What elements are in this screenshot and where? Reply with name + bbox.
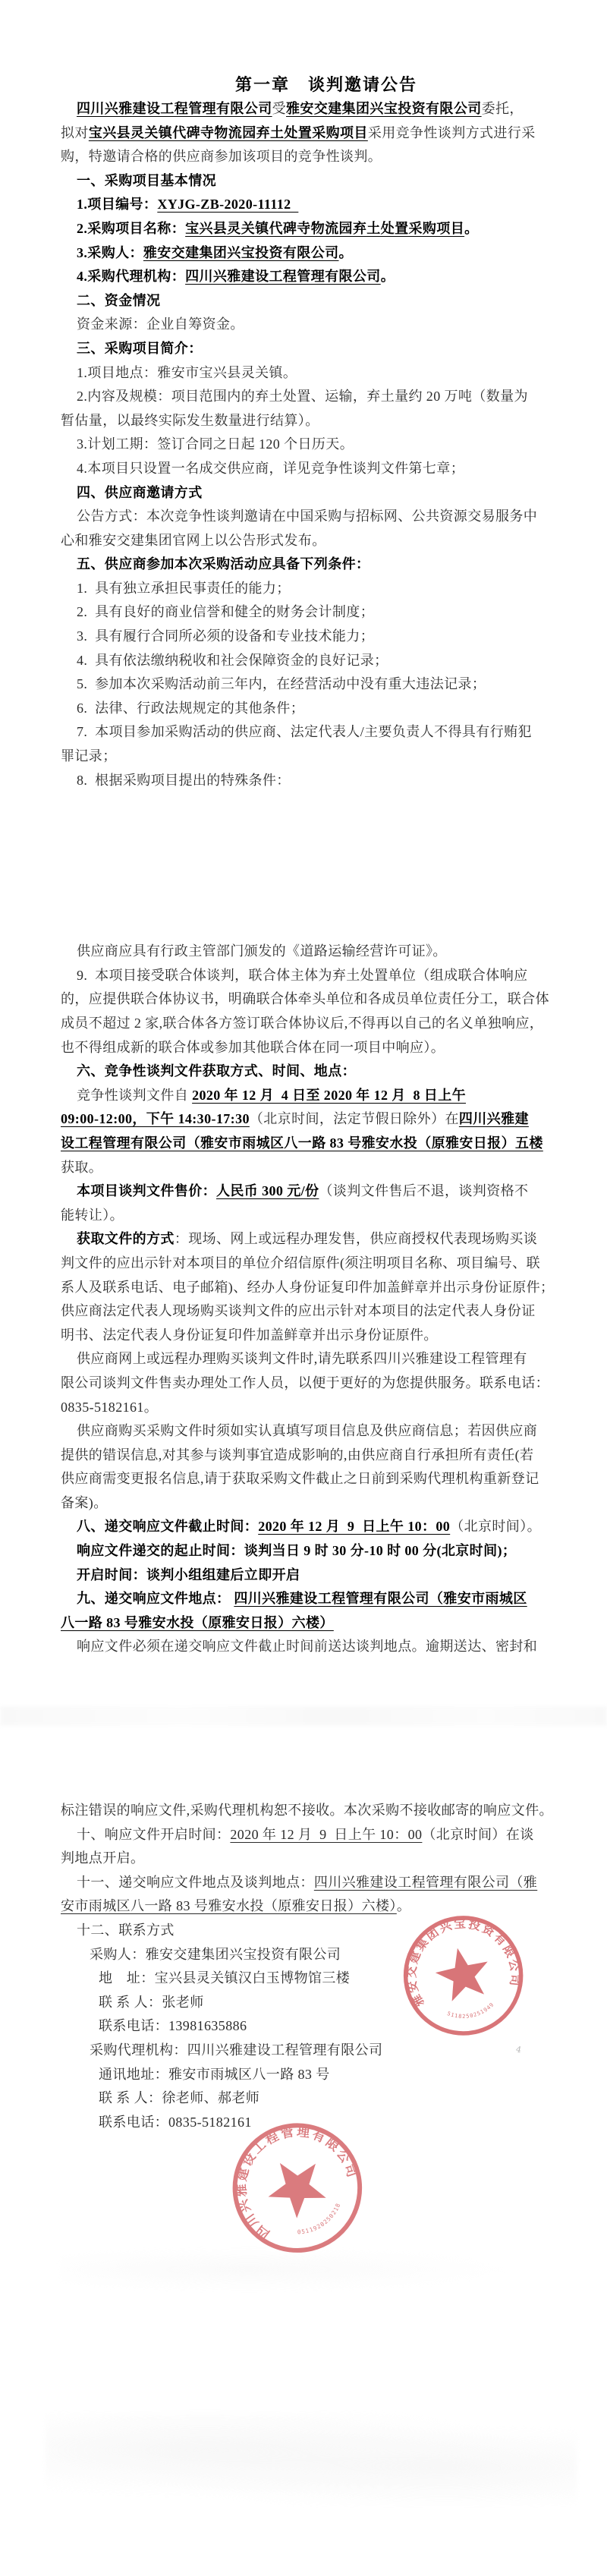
- text-line: [61, 964, 592, 988]
- text-line: [61, 1132, 592, 1156]
- text-segment: 受: [272, 101, 287, 116]
- text-line: [61, 1611, 592, 1636]
- text-line: [61, 1635, 592, 1659]
- text-segment: 宝兴县灵关镇代碑寺物流园弃土处置采购项目: [88, 124, 368, 140]
- text-line: [61, 2063, 592, 2087]
- text-line: [61, 313, 592, 337]
- text-segment: 3.计划工期：签订合同之日起 120 个日历天。: [77, 436, 354, 452]
- text-segment: 设工程管理有限公司（雅安市雨城区八一路 83 号雅安水投（原雅安日报）五楼: [61, 1135, 543, 1151]
- text-line: [61, 409, 592, 433]
- text-segment: 也不得组成新的联合体或参加其他联合体在同一项目中响应）。: [61, 1039, 445, 1055]
- text-line: [61, 1204, 592, 1228]
- text-segment: 3.采购人：: [77, 244, 143, 260]
- text-line: [61, 672, 592, 697]
- text-segment: 四川兴雅建: [458, 1111, 529, 1127]
- text-line: [61, 1587, 592, 1611]
- text-segment: 采购代理机构：四川兴雅建设工程管理有限公司: [90, 2042, 383, 2058]
- text-segment: 采用竞争性谈判方式进行采: [367, 124, 536, 140]
- text-segment: 三、采购项目简介：: [77, 340, 203, 356]
- text-segment: 1. 具有独立承担民事责任的能力；: [77, 580, 291, 596]
- text-line: [61, 1396, 592, 1420]
- text-line: [61, 2039, 592, 2063]
- text-line: [61, 1299, 592, 1324]
- text-line: [61, 361, 592, 386]
- text-line: [61, 1467, 592, 1491]
- text-segment: 雅安交建集团兴宝投资有限公司: [143, 244, 339, 260]
- text-segment: 采购人：雅安交建集团兴宝投资有限公司: [90, 1946, 341, 1962]
- text-segment: 。: [338, 244, 353, 260]
- text-segment: 联系电话：13981635886: [99, 2018, 247, 2034]
- text-segment: 响应文件递交的起止时间：谈判当日 9 时 30 分-10 时 00 分(北京时间)；: [77, 1543, 517, 1559]
- text-segment: 0835-5182161。: [61, 1399, 159, 1415]
- text-segment: 二、资金情况: [77, 292, 161, 308]
- text-line: [61, 337, 592, 361]
- text-line: [61, 1227, 592, 1252]
- text-line: [61, 720, 592, 745]
- text-line: [61, 1847, 592, 1871]
- text-segment: 宝兴县灵关镇代碑寺物流园弃土处置采购项目: [185, 220, 465, 236]
- text-segment: 系人及联系电话、电子邮箱)、经办人身份证复印件加盖鲜章并出示身份证原件；: [61, 1279, 555, 1295]
- text-segment: 六、竞争性谈判文件获取方式、时间、地点：: [77, 1063, 356, 1079]
- text-segment: 供应商购买采购文件时须如实认真填写项目信息及供应商信息；若因供应商: [77, 1423, 538, 1439]
- text-segment: 4.采购代理机构：: [77, 269, 186, 285]
- text-line: [61, 697, 592, 721]
- text-line: [61, 241, 592, 266]
- text-line: [61, 1419, 592, 1444]
- text-line: [61, 193, 592, 217]
- text-segment: 五、供应商参加本次采购活动应具备下列条件：: [77, 556, 370, 572]
- text-line: [61, 1371, 592, 1396]
- text-line: [61, 600, 592, 625]
- text-line: [61, 433, 592, 457]
- text-segment: 2020 年 12 月 4 日至 2020 年 12 月 8 日上午: [192, 1087, 467, 1103]
- text-line: [61, 1107, 592, 1132]
- text-segment: 明书、法定代表人身份证复印件加盖鲜章并出示身份证原件。: [61, 1327, 438, 1343]
- text-segment: 供应商法定代表人现场购买谈判文件的应出示针对本项目的法定代表人身份证: [61, 1303, 536, 1319]
- text-line: [61, 1515, 592, 1539]
- text-segment: 四川兴雅建设工程管理有限公司（雅: [313, 1874, 538, 1890]
- text-segment: 地 址：宝兴县灵关镇汉白玉博物馆三楼: [99, 1970, 351, 1986]
- purchaser-seal: [386, 1897, 539, 2050]
- text-segment: 能转让）。: [61, 1207, 124, 1223]
- text-segment: 四川兴雅建设工程管理有限公司（雅安市雨城区: [234, 1591, 527, 1607]
- text-segment: 资金来源：企业自筹资金。: [77, 316, 244, 332]
- scan-artifact-mark: 4: [514, 2044, 523, 2055]
- text-segment: 本项目谈判文件售价：: [77, 1183, 216, 1199]
- text-segment: （北京时间）在谈: [422, 1826, 534, 1842]
- text-segment: 限公司谈判文件售卖办理处工作人员，以便于更好的为您提供服务。联系电话：: [61, 1375, 549, 1390]
- text-segment: 4.本项目只设置一名成交供应商，详见竞争性谈判文件第七章；: [77, 460, 465, 476]
- text-segment: 获取文件的方式: [77, 1231, 175, 1247]
- text-line: [61, 481, 592, 505]
- seal-digits-text: 5118250251949: [446, 2001, 495, 2020]
- text-line: [61, 1036, 592, 1060]
- text-line: [61, 1252, 592, 1276]
- text-line: [61, 385, 592, 409]
- text-segment: 十二、联系方式: [77, 1923, 175, 1938]
- seal-company-text: 四川兴雅建设工程管理有限公司: [234, 2124, 360, 2242]
- text-segment: 拟对: [61, 124, 89, 140]
- text-segment: 开启时间：谈判小组组建后立即开启: [77, 1567, 300, 1582]
- text-segment: 十一、递交响应文件地点及谈判地点：: [77, 1874, 314, 1890]
- text-line: [61, 649, 592, 673]
- text-line: [61, 1491, 592, 1516]
- text-segment: （北京时间）。: [450, 1519, 542, 1535]
- text-segment: 四、供应商邀请方式: [77, 484, 203, 500]
- text-line: [61, 1539, 592, 1564]
- text-segment: 九、递交响应文件地点：: [77, 1591, 234, 1607]
- text-segment: 5. 参加本次采购活动前三年内，在经营活动中没有重大违法记录；: [77, 676, 486, 692]
- text-line: [61, 529, 592, 553]
- text-segment: 备案)。: [61, 1494, 108, 1510]
- text-line: [61, 1276, 592, 1300]
- text-segment: 八、递交响应文件截止时间：: [77, 1519, 259, 1535]
- text-segment: 联系电话：0835-5182161: [99, 2114, 252, 2130]
- text-line: [61, 577, 592, 601]
- text-line: [61, 1871, 592, 1895]
- text-line: [61, 987, 592, 1012]
- text-segment: 竞争性谈判文件自: [77, 1087, 193, 1103]
- text-line: [61, 1324, 592, 1348]
- text-segment: 7. 本项目参加采购活动的供应商、法定代表人/主要负责人不得具有行贿犯: [77, 724, 532, 740]
- text-line: [61, 1799, 592, 1823]
- text-segment: 获取。: [61, 1159, 103, 1175]
- text-line: [61, 625, 592, 649]
- text-segment: 2020 年 12 月 9 日上午 10：00: [230, 1826, 423, 1842]
- text-segment: 。: [380, 269, 395, 285]
- text-segment: 6. 法律、行政法规规定的其他条件；: [77, 700, 305, 716]
- text-segment: 供应商应具有行政主管部门颁发的《道路运输经营许可证》。: [77, 943, 447, 959]
- text-segment: 4. 具有依法缴纳税收和社会保障资金的良好记录；: [77, 652, 388, 668]
- text-line: [61, 457, 592, 481]
- text-segment: 心和雅安交建集团官网上以公告形式发布。: [61, 532, 326, 548]
- text-line: [61, 145, 592, 169]
- text-line: [61, 1012, 592, 1036]
- document-body: [61, 0, 592, 2134]
- text-segment: 。: [396, 1898, 411, 1914]
- text-segment: （北京时间，法定节假日除外）在: [249, 1111, 459, 1127]
- chapter-title: 第一章 谈判邀请公告: [234, 75, 417, 94]
- text-line: [61, 1156, 592, 1180]
- text-segment: 四川兴雅建设工程管理有限公司: [185, 269, 381, 285]
- seal-company-text: 雅安交建集团兴宝投资有限公司: [405, 1917, 521, 2009]
- text-line: [61, 121, 592, 146]
- text-line: [61, 769, 592, 793]
- text-segment: 9. 本项目接受联合体谈判，联合体主体为弃土处置单位（组成联合体响应: [77, 967, 528, 983]
- star-icon: [256, 2146, 335, 2225]
- text-segment: 罪记录；: [61, 748, 117, 764]
- text-line: [61, 1084, 592, 1108]
- text-line: [61, 1347, 592, 1371]
- text-line: [61, 1179, 592, 1204]
- text-line: [61, 745, 592, 769]
- text-line: [61, 940, 592, 964]
- text-line: [61, 169, 592, 194]
- text-segment: 公告方式：本次竞争性谈判邀请在中国采购与招标网、公共资源交易服务中: [77, 509, 538, 524]
- text-segment: 购，特邀请合格的供应商参加该项目的竞争性谈判。: [61, 149, 382, 165]
- text-segment: 判文件的应出示针对本项目的单位介绍信原件(须注明项目名称、项目编号、联: [61, 1255, 540, 1271]
- text-segment: 标注错误的响应文件,采购代理机构恕不接收。本次采购不接收邮寄的响应文件。: [61, 1803, 553, 1819]
- text-line: [61, 265, 592, 289]
- text-segment: 提供的错误信息,对其参与谈判事宜造成影响的,由供应商自行承担所有责任(若: [61, 1447, 534, 1463]
- text-line: [61, 1444, 592, 1468]
- text-segment: 响应文件必须在递交响应文件截止时间前送达谈判地点。逾期送达、密封和: [77, 1639, 538, 1655]
- text-line: [61, 505, 592, 529]
- text-line: [61, 1060, 592, 1084]
- text-line: [61, 1823, 592, 1847]
- text-line: [61, 289, 592, 313]
- text-segment: 供应商需变更报名信息,请于获取采购文件截止之日前到采购代理机构重新登记: [61, 1471, 539, 1487]
- text-segment: 四川兴雅建设工程管理有限公司: [77, 101, 272, 116]
- text-segment: 通讯地址：雅安市雨城区八一路 83 号: [99, 2066, 330, 2082]
- text-segment: 一、采购项目基本情况: [77, 172, 216, 188]
- text-segment: 供应商网上或远程办理购买谈判文件时,请先联系四川兴雅建设工程管理有: [77, 1351, 527, 1367]
- text-segment: 2.内容及规模：项目范围内的弃土处置、运输，弃土量约 20 万吨（数量为: [77, 389, 528, 405]
- text-segment: 的，应提供联合体协议书，明确联合体牵头单位和各成员单位责任分工，联合体: [61, 991, 549, 1007]
- text-segment: 3. 具有履行合同所必须的设备和专业技术能力；: [77, 628, 375, 644]
- text-segment: 委托，: [481, 101, 524, 116]
- text-line: [61, 97, 592, 121]
- text-segment: 2.采购项目名称：: [77, 220, 186, 236]
- text-line: [61, 1564, 592, 1588]
- scan-noise: [46, 2414, 577, 2505]
- text-segment: 联 系 人：徐老师、郝老师: [99, 2090, 260, 2106]
- text-segment: 1.项目地点：雅安市宝兴县灵关镇。: [77, 364, 297, 380]
- text-segment: 十、响应文件开启时间：: [77, 1826, 231, 1842]
- text-segment: 1.项目编号：: [77, 197, 158, 213]
- text-segment: ：现场、网上或远程办理发售，供应商授权代表现场购买谈: [174, 1231, 538, 1247]
- text-segment: 8. 根据采购项目提出的特殊条件：: [77, 772, 291, 788]
- text-segment: 八一路 83 号雅安水投（原雅安日报）六楼）: [61, 1614, 334, 1630]
- text-segment: 暂估量，以最终实际发生数量进行结算）。: [61, 412, 319, 428]
- star-icon: [432, 1942, 495, 2003]
- seal-digits-text: 0511920250218: [297, 2201, 342, 2236]
- text-segment: 2020 年 12 月 9 日上午 10：00: [258, 1519, 451, 1535]
- text-line: [61, 553, 592, 577]
- text-segment: 雅安交建集团兴宝投资有限公司: [286, 101, 482, 116]
- text-segment: （谈判文件售后不退，谈判资格不: [319, 1183, 529, 1199]
- text-segment: 安市雨城区八一路 83 号雅安水投（原雅安日报）六楼）: [61, 1898, 397, 1914]
- text-segment: 。: [464, 220, 479, 236]
- text-segment: XYJG-ZB-2020-11112: [157, 197, 299, 213]
- text-line: [61, 217, 592, 241]
- text-segment: 联 系 人：张老师: [99, 1994, 204, 2010]
- text-segment: 成员不超过 2 家,联合体各方签订联合体协议后,不得再以自己的名义单独响应，: [61, 1016, 544, 1031]
- text-segment: 2. 具有良好的商业信誉和健全的财务会计制度；: [77, 604, 375, 620]
- text-segment: 09:00-12:00，下午 14:30-17:30: [61, 1111, 250, 1127]
- text-segment: 人民币 300 元/份: [216, 1183, 319, 1199]
- text-segment: 判地点开启。: [61, 1850, 145, 1866]
